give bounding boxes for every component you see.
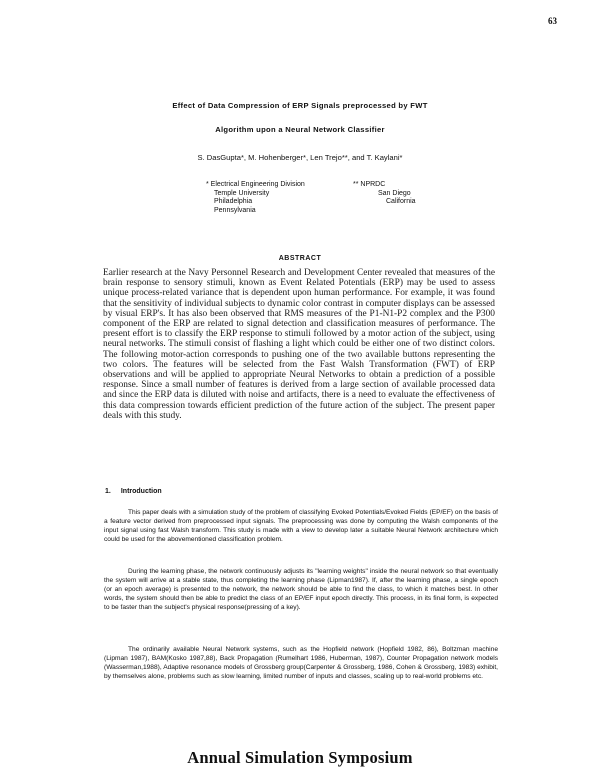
section-heading-introduction: [105, 488, 162, 495]
intro-paragraph: This paper deals with a simulation study of the problem of classifying Evoked Potentials/Evoked Fields (EP/EF) on the basis of a feature vector derived from preprocessed input signals. The preprocessing was done by computing the Walsh components of the input signal using fast Walsh transform. This study is made with a view to develop later a suitable Neural Network architecture which could be used for the abovementioned classification problem.: [104, 509, 498, 543]
affiliation-line: Pennsylvania: [214, 206, 256, 214]
intro-paragraph: During the learning phase, the network continuously adjusts its "learning weights" inside the neural network so that eventually the system will arrive at a stable state, thus completing the learning phase (Lipman1987). If, after the learning phase, a single epoch (or an epoch average) is presented to the network, the network should be able to find the class, to which it matches best. In other words, the system should then be able to predict the class of an EP/EF input epoch directly. This process, in its final form, is expected to be faster than the subject's physical response(pressing of a key).: [104, 568, 498, 611]
affiliation-line: ** NPRDC: [353, 181, 386, 188]
affiliation-line: California: [386, 198, 416, 206]
affiliation-line: Philadelphia: [214, 198, 253, 206]
affiliation-line: San Diego: [378, 189, 411, 197]
abstract-heading: ABSTRACT: [278, 255, 322, 262]
section-number: 1.: [105, 488, 111, 495]
section-title: Introduction: [120, 488, 162, 495]
author-list: S. DasGupta*, M. Hohenberger*, Len Trejo**, and T. Kaylani*: [197, 153, 403, 162]
affiliation-temple: [206, 181, 305, 215]
paper-title-line-1: Effect of Data Compression of ERP Signals preprocessed by FWT: [172, 101, 428, 110]
paper-title-line-2: Algorithm upon a Neural Network Classifier: [215, 125, 385, 134]
affiliation-nprdc: [353, 181, 416, 207]
page-number: 63: [548, 16, 557, 26]
intro-paragraph: The ordinarily available Neural Network systems, such as the Hopfield network (Hopfield 1982, 86), Boltzman machine (Lipman 1987), BAM(Kosko 1987,88), Back Propagation (Rumelhart 1986, Huberman, 1987), Counter Propagation network models (Wasserman,1988), Adaptive resonance models of Grossberg group(Carpenter & Grossberg, 1986, Cohen & Grossberg, 1983) exhibit, by themselves alone, problems such as slow learning, limited number of inputs and classes, scaling up to real-world problems etc.: [104, 646, 498, 680]
footer-proceedings-name: Annual Simulation Symposium: [187, 748, 413, 767]
affiliation-line: Temple University: [214, 189, 270, 197]
abstract-body: Earlier research at the Navy Personnel Research and Development Center revealed that measures of the brain response to sensory stimuli, known as Event Related Potentials (ERP) may be used to assess unique process-related variance that is dependent upon human performance. For example, it was found that the sensitivity of individual subjects to dynamic color contrast in computer displays can be assessed by visual ERP's. It has also been observed that RMS measures of the P1-N1-P2 complex and the P300 component of the ERP are related to signal detection and classification measures of performance. The present effort is to classify the ERP response to stimuli followed by a motor action of the subject, using neural networks. The stimuli consist of flashing a light which could be either one of two distinct colors. The following motor-action corresponds to pushing one of the two available buttons representing the two colors. The features will be selected from the Fast Walsh Transformation (FWT) of ERP observations and will be applied to appropriate Neural Networks to obtain a prediction of a possible response. Since a small number of features is derived from a large section of available processed data and since the ERP data is diluted with noise and artifacts, there is a need to evaluate the effectiveness of this data compression towards efficient prediction of the future action of the subject. The present paper deals with this study.: [103, 268, 495, 421]
affiliation-line: * Electrical Engineering Division: [206, 181, 305, 188]
